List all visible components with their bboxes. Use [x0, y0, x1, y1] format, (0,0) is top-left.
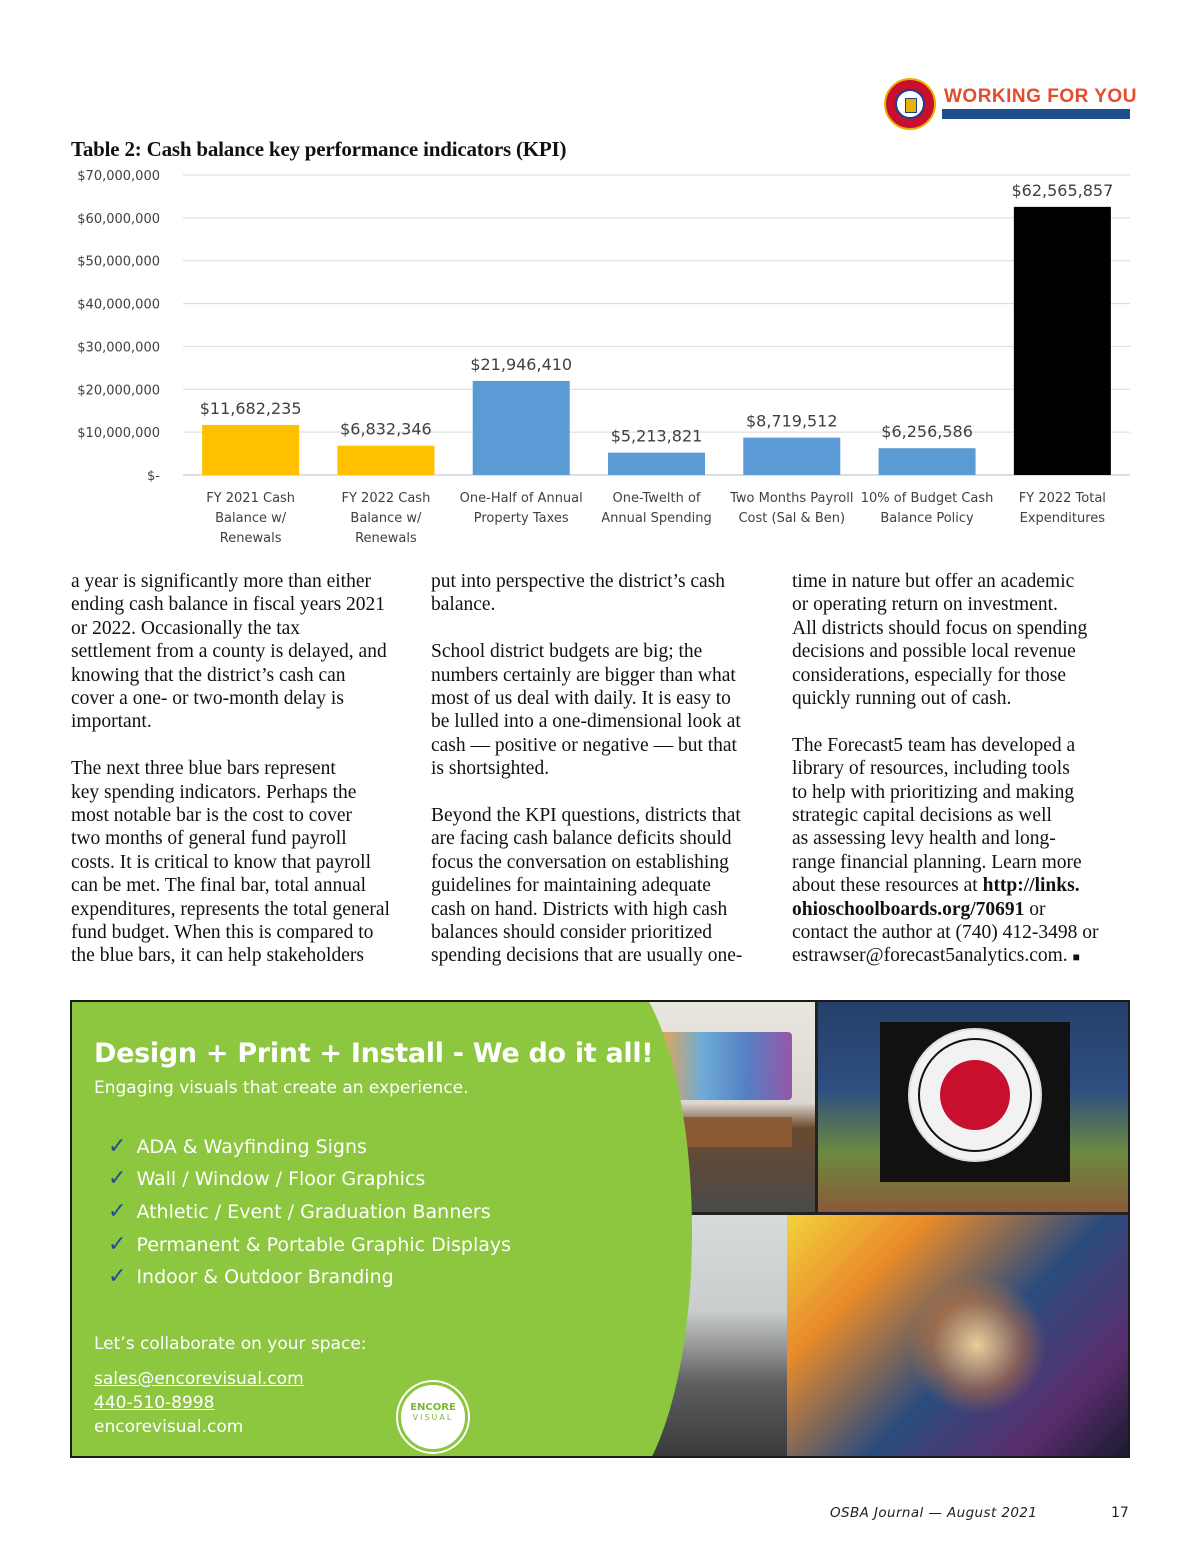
school-emblem-icon — [908, 1028, 1042, 1162]
y-tick-label: $40,000,000 — [77, 297, 160, 313]
ad-service-item — [108, 1166, 425, 1191]
kpi-bar-chart — [60, 162, 1140, 562]
x-tick-label: Expenditures — [1019, 511, 1106, 526]
bar — [608, 453, 705, 475]
x-tick-label: One-Half of Annual — [459, 491, 583, 506]
paragraph — [431, 804, 771, 968]
text-line: quickly running out of cash. — [792, 688, 1012, 710]
text-line: ending cash balance in fiscal years 2021 — [71, 594, 386, 616]
paragraph — [71, 757, 413, 968]
text-line: cash on hand. Districts with high cash — [431, 898, 728, 920]
text-line: guidelines for maintaining adequate — [431, 875, 711, 897]
text-line: important. — [71, 711, 152, 733]
text-line: All districts should focus on spending — [792, 617, 1088, 639]
osba-seal-logo — [884, 78, 936, 130]
article-column-3 — [792, 570, 1132, 993]
y-tick-label: $70,000,000 — [77, 169, 160, 184]
bar — [337, 446, 434, 475]
x-tick-label: FY 2022 Cash — [341, 491, 431, 506]
working-for-you-label: WORKING FOR YOU — [944, 86, 1137, 107]
encore-visual-logo: ENCORE VISUAL — [398, 1382, 468, 1452]
checkmark-icon: ✓ — [108, 1166, 127, 1191]
end-mark: ■ — [1072, 950, 1080, 965]
text-line: is shortsighted. — [431, 758, 550, 780]
text-line: are facing cash balance deficits should — [431, 828, 732, 850]
text-line: range financial planning. Learn more — [792, 851, 1082, 873]
text-line: The next three blue bars represent — [71, 758, 336, 780]
checkmark-icon: ✓ — [108, 1264, 127, 1289]
x-tick-label: Renewals — [355, 531, 417, 546]
text-line: expenditures, represents the total general — [71, 898, 390, 920]
text-line: put into perspective the district’s cash — [431, 571, 726, 592]
text-line: be lulled into a one-dimensional look at — [431, 711, 741, 733]
text-line: to help with prioritizing and making — [792, 781, 1075, 803]
ad-service-label: Wall / Window / Floor Graphics — [136, 1168, 426, 1190]
checkmark-icon: ✓ — [108, 1232, 127, 1257]
text-line: balances should consider prioritized — [431, 922, 713, 944]
text-line: cash — positive or negative — but that — [431, 734, 737, 756]
x-tick-label: Property Taxes — [473, 511, 569, 526]
chart-title: Table 2: Cash balance key performance indicators (KPI) — [71, 137, 567, 161]
data-label: $11,682,235 — [199, 398, 302, 418]
text-line: or operating return on investment. — [792, 594, 1058, 616]
text-line: or 2022. Occasionally the tax — [71, 617, 301, 639]
resources-link-part-1[interactable]: http://links. — [982, 875, 1080, 897]
header-rule — [942, 109, 1130, 119]
data-label: $6,256,586 — [881, 422, 973, 442]
school-banner — [880, 1022, 1070, 1182]
paragraph — [71, 570, 413, 734]
page-number: 17 — [1111, 1505, 1129, 1521]
text-line: focus the conversation on establishing — [431, 851, 729, 873]
article-column-2 — [431, 570, 771, 991]
x-tick-label: Balance w/ — [215, 511, 287, 526]
text-line: costs. It is critical to know that payroll — [71, 851, 372, 873]
footer-journal-title: OSBA Journal — August 2021 — [830, 1505, 1038, 1521]
ad-service-item — [108, 1264, 394, 1289]
text-line: fund budget. When this is compared to — [71, 922, 374, 944]
data-label: $5,213,821 — [610, 426, 703, 446]
bar — [879, 448, 976, 475]
text-line: strategic capital decisions as well — [792, 805, 1052, 827]
bar — [743, 438, 840, 475]
text-line: Beyond the KPI questions, districts that — [431, 805, 741, 827]
text-line: spending decisions that are usually one- — [431, 945, 743, 967]
x-tick-label: Two Months Payroll — [730, 491, 854, 506]
stadium-banner-photo — [818, 1002, 1130, 1212]
author-email[interactable]: estrawser@forecast5analytics.com. — [792, 945, 1068, 967]
ad-service-label: Indoor & Outdoor Branding — [136, 1266, 394, 1288]
y-tick-label: $60,000,000 — [77, 211, 160, 227]
ad-service-label: Athletic / Event / Graduation Banners — [136, 1201, 491, 1223]
article-column-1 — [71, 570, 413, 991]
student-mural-photo — [787, 1215, 1130, 1456]
bar — [473, 381, 570, 475]
x-tick-label: Annual Spending — [601, 511, 712, 526]
bar — [202, 425, 299, 475]
x-tick-label: FY 2021 Cash — [206, 491, 296, 506]
text-line: balance. — [431, 594, 496, 616]
data-label: $6,832,346 — [340, 419, 432, 439]
bar — [1014, 207, 1111, 475]
x-tick-label: One-Twelth of — [612, 491, 701, 506]
checkmark-icon: ✓ — [108, 1199, 127, 1224]
header-badge — [884, 78, 1137, 130]
text-line: library of resources, including tools — [792, 758, 1070, 780]
paragraph: The Forecast5 team has developed a library of resources, including tools to help with prioritizing and making strategic capital decisions as well as assessing levy health and long- range financial planning. Learn more about these resources at http://links. ohioschoolboards.org/70691 or contact the author at (740) 412-3498 or estrawser@forecast5analytics.com. ■ — [792, 734, 1132, 970]
text-line: knowing that the district’s cash can — [71, 664, 346, 686]
x-tick-label: Balance Policy — [880, 511, 974, 526]
text-line: can be met. The final bar, total annual — [71, 875, 367, 897]
text-line: numbers certainly are bigger than what — [431, 664, 736, 686]
ad-subhead: Engaging visuals that create an experience. — [94, 1078, 469, 1098]
text-line: School district budgets are big; the — [431, 641, 703, 663]
checkmark-icon: ✓ — [108, 1134, 127, 1159]
x-tick-label: Renewals — [219, 531, 282, 546]
x-tick-label: Balance w/ — [350, 511, 422, 526]
paragraph — [431, 570, 771, 617]
text-line: most of us deal with daily. It is easy to — [431, 688, 731, 710]
text-line: cover a one- or two-month delay is — [71, 688, 344, 710]
text-line: settlement from a county is delayed, and — [71, 641, 387, 663]
text-line: a year is significantly more than either — [71, 571, 371, 592]
y-tick-label: $20,000,000 — [77, 383, 160, 399]
ad-phone-link[interactable]: 440-510-8998 — [94, 1393, 215, 1413]
ad-email-link[interactable]: sales@encorevisual.com — [94, 1369, 304, 1389]
ad-website[interactable]: encorevisual.com — [94, 1417, 244, 1437]
text-line: time in nature but offer an academic — [792, 571, 1075, 592]
x-tick-label: 10% of Budget Cash — [860, 491, 994, 506]
paragraph — [792, 570, 1132, 710]
paragraph — [431, 640, 771, 780]
x-tick-label: FY 2022 Total — [1018, 491, 1106, 506]
y-tick-label: $50,000,000 — [77, 254, 160, 270]
encore-visual-ad — [70, 1000, 1130, 1458]
text-line: key spending indicators. Perhaps the — [71, 781, 357, 803]
y-tick-label: $- — [147, 469, 160, 484]
text-line: considerations, especially for those — [792, 664, 1066, 686]
y-tick-label: $30,000,000 — [77, 340, 160, 356]
text-line: The Forecast5 team has developed a — [792, 734, 1076, 756]
x-tick-label: Cost (Sal & Ben) — [738, 511, 846, 526]
ad-service-item — [108, 1199, 491, 1224]
data-label: $21,946,410 — [470, 354, 573, 374]
ad-service-item — [108, 1134, 367, 1159]
contact-line: contact the author at (740) 412-3498 or — [792, 922, 1099, 944]
ad-service-label: ADA & Wayfinding Signs — [136, 1136, 367, 1158]
ad-collab-text: Let’s collaborate on your space: — [94, 1334, 367, 1354]
text-line: the blue bars, it can help stakeholders — [71, 945, 364, 967]
resources-link-part-2[interactable]: ohioschoolboards.org/70691 — [792, 898, 1025, 920]
ad-service-item — [108, 1232, 511, 1257]
ad-headline: Design + Print + Install - We do it all! — [94, 1038, 654, 1069]
text-line: most notable bar is the cost to cover — [71, 805, 353, 827]
ad-service-label: Permanent & Portable Graphic Displays — [136, 1234, 512, 1256]
data-label: $62,565,857 — [1011, 180, 1114, 200]
text-line: as assessing levy health and long- — [792, 828, 1056, 850]
text-line: decisions and possible local revenue — [792, 641, 1076, 663]
y-tick-label: $10,000,000 — [77, 426, 160, 442]
data-label: $8,719,512 — [745, 411, 838, 431]
text-line: two months of general fund payroll — [71, 828, 347, 850]
